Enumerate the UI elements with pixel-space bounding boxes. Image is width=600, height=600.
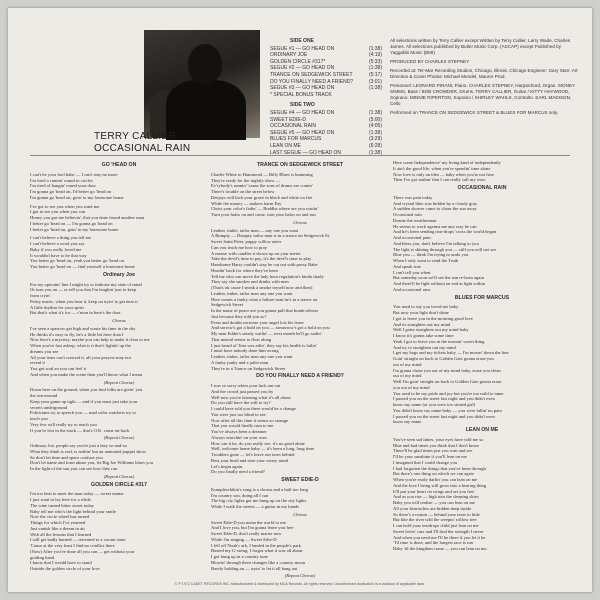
lyric-line: Well, welcome home baby — it's been a long, long time [211, 446, 315, 452]
track-duration: (5:17) [368, 71, 382, 78]
lyric-line: Ordinary Joe, people say you're just a lazy so-and-so [30, 443, 127, 448]
lyric-line: Here comes a funky what a failure man he's in a trance on [211, 296, 318, 302]
lyric-line: reveal it [30, 360, 45, 366]
lyric-line: Baby you will realize — you can lean on me [393, 500, 476, 505]
song-title: GOLDEN CIRCLE #317 [91, 481, 147, 488]
lyric-line: When you've fast asleep, what is it that's lightin' up the [30, 343, 131, 348]
lyric-line: And its straighten out my mind [393, 321, 451, 327]
lyric-line: Things for which I've yearned [30, 520, 86, 525]
lyric-line: You've seen sad times, your eyes have told me so [393, 436, 484, 442]
lyric-line: Then I've got nothin' that I can really call my own. [393, 177, 486, 183]
lyric-line: Leather, tinker, tailor man any one you want [211, 290, 293, 296]
lyric-line: Sweet Edie-D, don't really matter now [211, 531, 282, 536]
track-duration: (1:38) [368, 129, 382, 136]
track-duration: (6:28) [368, 142, 382, 149]
lyric-line: So don't let time and space confuse you [30, 454, 103, 460]
lyric-line: And the love I bring will grow into a hearing thing [393, 482, 487, 488]
lyric-line: They're ready for the nightly show — [211, 177, 281, 183]
lyric-line: I got to leave you in the morning good love [393, 315, 473, 321]
lyric-line: You used to say you loved me baby [393, 304, 459, 310]
lyric-line: I got to see you when you can [30, 209, 85, 215]
lyric-line: Now here's a mystery, maybe you can help to make it clear to me [30, 337, 150, 343]
track-duration: (5:00) [368, 116, 382, 123]
lyric-line: Yeah I got to leave you in the mornin' sweet thing [393, 338, 485, 344]
lyric-line: Well I gotta straighten out my mind baby [393, 327, 469, 333]
lyric-line: If you've lost in the stack — that's O.K. come on back [30, 427, 130, 433]
track-title: ORDINARY JOE [270, 52, 308, 59]
credit-paragraph: Performed on TRANCE ON SEDGEWICK STREET & BLUES FOR MARCUS only. [390, 110, 559, 115]
header-divider [30, 155, 570, 156]
track-duration: (4:19) [368, 52, 382, 59]
lyric-line: Leather, tinker, tailor man any one you want [211, 354, 293, 359]
lyric-line: dreams you see [30, 348, 59, 354]
lyric-line: While I'm singing — Sweet Edie-D [211, 536, 277, 542]
lyric-line: That you would finally turn to me. [211, 423, 275, 429]
track-duration: (1:38) [368, 149, 382, 156]
track-duration: (1:38) [368, 45, 382, 52]
lyric-line: And bless you, don't believe I'm talking to you [393, 240, 479, 246]
track-row [270, 52, 382, 59]
lyric-line: Here come Independence' my living kind of independently [393, 160, 501, 165]
lyric-line: But that's what it's for — c'mon in here's the door [30, 310, 121, 316]
track-row [270, 46, 382, 53]
lyric-line: Sweet lovin' care and I'll find the strength I never [393, 528, 484, 534]
track-title: LAST SEGUE — GO HEAD ON [270, 149, 342, 156]
lyric-line: Baby if you really loved me [30, 246, 82, 252]
lyric-line: I could have told you there would be a change [211, 406, 296, 411]
lyric-line: I'll be your sunshine if you'll lean on me [393, 454, 467, 459]
song-title: OCCASIONAL RAIN [457, 185, 507, 191]
lyric-line: You better go 'head on, yeah you better go 'head on [30, 258, 124, 264]
lyric-line: I'm gonna chase you out of my mind baby, erase you clean [393, 367, 501, 373]
lyric-line: Always searchin' on your own [211, 434, 267, 440]
lyric-line: There was pain today [393, 194, 433, 200]
lyric-line: teach you [30, 416, 48, 421]
lyric-line: (Now) After you've done all you can — get without your [30, 548, 135, 554]
lyric-line: And crystal blue was hidden by a cloudy gray [393, 200, 478, 206]
lyric-line: Down here on the ground, when you find folks are givin' you [30, 387, 143, 393]
lyric-line: I can't tell you when [393, 269, 431, 275]
credit-paragraph: Recorded at: Ter-Mar Recording Studios, Chicago, Illinois. Chicago Engineer: Gary Starr. Art Direction & Cover Photos: Michael Mendel, Maurer Prod. [390, 68, 578, 79]
lyric-line: And occasional pain. [393, 235, 432, 240]
lyric-note: Chorus [112, 318, 126, 323]
lyric-line: You used to be my pride and joy but you're too mild to tame [393, 390, 504, 396]
lyric-line: I know that I would have to stand [30, 560, 92, 566]
lyric-line: Do you finally need a friend? [211, 469, 265, 475]
lyric-line: Goin' straight on back to Golden Gate gonna erase you [393, 356, 494, 361]
lyric-line: That mental seems to float along [211, 336, 272, 342]
lyric-line: But someday soon we'll see the sun re-born again [393, 275, 484, 281]
track-row [270, 136, 382, 143]
lyric-line: secrets underground [30, 404, 68, 410]
lyric-line: But now your light don't shine [393, 310, 449, 315]
lyric-line: Troublers gone — let's leave our tears behind [211, 452, 295, 457]
lyric-line: Rest your head and ease your weary mind [211, 457, 288, 463]
lyric-line: know my name (or you were too stoned girl) [393, 402, 476, 407]
lyric-line: And as you rise — high into the sleeping skies [393, 494, 479, 500]
track-title: SEGUE #3 — GO HEAD ON [270, 85, 335, 92]
lyric-line: When you're ready darlin' you can lean on me [393, 477, 478, 482]
lyric-line: I must have nobody done him wrong [211, 348, 279, 354]
track-duration: (1:38) [368, 85, 382, 92]
lyric-line: I can't be your fool babe — I can't stay no more [30, 171, 118, 177]
lyric-line: Deanie the weatherman [393, 217, 437, 223]
lyric-line: A sudden shower came to chase the sun away [393, 206, 477, 212]
lyric-line: Well now you're learning what it's all about [211, 394, 291, 400]
lyric-line: Politicians try to speech you — mad color watchers try to [30, 410, 136, 416]
lyric-line: I've got to see you when you want me [30, 203, 100, 209]
lyric-line: Sweet Edie-D you mean the world to me [211, 519, 286, 525]
lyric-line: For my operatin' line I might try to indicate my state of mind [30, 281, 142, 287]
lyric-line: All your tears can't conceal it, all your prayers may not [30, 354, 131, 360]
lyric-line: You didn't know my name baby — you were fallin' no pain [393, 407, 502, 413]
track-duration: (4:05) [368, 123, 382, 130]
lyric-line: I better go 'head on, goin' to my lonesome home [30, 226, 119, 232]
lyric-line: Don't let name and form abuse you, let Big Joe Williams blues you [30, 460, 153, 466]
lyric-line: You got soul an you can feel it [30, 366, 87, 371]
track-row [270, 85, 382, 92]
tracklist [270, 38, 382, 156]
lyric-line: out of my mind [393, 373, 422, 379]
photo-head [188, 44, 222, 84]
lyric-line: Deejays will kick your grave in black and white on fire [211, 194, 313, 200]
track-row [270, 65, 382, 72]
lyric-line: Sedgewick Street [211, 302, 244, 308]
lyric-line: Baby 'til the kingdom come — you can lean on me. [393, 546, 488, 551]
lyrics-column-2 [211, 160, 389, 581]
artist-block [94, 131, 214, 155]
lyric-line: Just because they told you so? [211, 313, 267, 319]
lyric-line: I passed you on the street last night and you didn't even [393, 413, 495, 419]
track-title: OCCASIONAL RAIN [270, 123, 316, 130]
track-duration: (1:38) [368, 109, 382, 116]
lyric-line: Tell me who can move the lady hour regulation's kinda shady [211, 273, 324, 279]
lyric-line: I'm tired of hangin' round your door [30, 183, 96, 189]
track-duration: (3:01) [368, 78, 382, 85]
lyric-line: Turn your halos on and come, turn your halos on and run [211, 212, 316, 217]
lyric-line: Now love is only an idea — baby when you're not here [393, 171, 495, 177]
lyric-line: A funky junky and a jailer man [211, 359, 269, 365]
lyric-line: 'Til time is done, and the longest race is run [393, 540, 474, 546]
lyric-line: I just heard of Tom was ailin', they say his health is failin' [211, 342, 317, 348]
lyric-line: And there'll be light without an end at light within [393, 281, 486, 286]
lyric-line: While I walk the streets — a guitar in my hands [211, 504, 300, 509]
lyric-line: Keep your game up tight — and if you must just take your [30, 398, 138, 404]
lyric-line: I was so sorry when your luck ran out [211, 383, 281, 388]
track-row [270, 79, 382, 86]
lyric-line: In the name of peace are you gonna pull that bomb release [211, 308, 319, 313]
lyric-line: I'm tired o runnin' round in circles [30, 177, 93, 183]
lyric-line: He thinks it's easy to fly, he's a little bit freer than I [30, 331, 124, 337]
lyric-line: Pretty music, when you hear it, keep on tryin' to get near it [30, 298, 138, 304]
lyric-line: Just vanish like a dream in air [30, 525, 85, 531]
lyric-line: But like the river told the weepin' willow tree [393, 517, 477, 523]
track-title: SEGUE #4 — GO HEAD ON [270, 109, 335, 116]
lyric-line: And when you make the scene then you'll know what I mean [30, 371, 142, 377]
track-row [270, 117, 382, 124]
lyric-line: You better go 'head on — find yourself a lonesome home [30, 264, 135, 269]
lyric-line: Well I'm goin' straight on back to Golden Gate gonna erase [393, 379, 502, 384]
lyric-line: And speak true [393, 263, 421, 269]
credit-paragraph: PRODUCED BY CHARLES STEPNEY [390, 59, 470, 64]
lyric-note: (Repeat Chorus) [103, 379, 135, 385]
album-title: OCCASIONAL RAIN [94, 143, 191, 154]
track-duration: (5:33) [368, 58, 382, 65]
lyric-line: Now after all this time it seems so strange [211, 417, 289, 423]
song-title: SWEET EDIE-D [281, 477, 319, 483]
lyric-line: out of my mind [393, 361, 422, 367]
lyric-note: Chorus [293, 219, 307, 225]
lyric-line: And I love you, but I'm gonna leave you free [211, 525, 294, 531]
lyric-line: A Rumpty — Dumpty sailor man is in a trance on Sedgewick St. [211, 233, 331, 239]
lyric-line: guiding hand [30, 554, 55, 560]
lyric-line: know my name [393, 419, 422, 425]
lyric-line: Let's begin again. [211, 463, 244, 469]
song-title: DO YOU FINALLY NEED A FRIEND? [256, 373, 344, 380]
song-title: GO 'HEAD ON [101, 162, 137, 168]
lyric-line: I'm country son, doing all I can [211, 492, 269, 498]
artist-name: TERRY CALLIER [94, 131, 176, 142]
lyric-note: (Repeat Chorus) [103, 473, 135, 479]
lyric-line: But there's one thing on which we can agree [393, 471, 475, 477]
lyric-line: I still get badly burned — retreated to a vacant stare [30, 537, 126, 543]
lyric-line: Now the circle wheel has turned [30, 514, 90, 520]
lyric-line: Do you still have the will to try? [211, 400, 271, 406]
lyric-line: And try to straighten out my mind [393, 344, 456, 350]
lyric-line: Or turn you on — or tell you that I'm laughin' just to keep [30, 287, 137, 293]
lyric-line: I better go 'head on — I'm gonna go 'head on [30, 220, 113, 226]
lyric-line: I'm too beat to meet the man today — sweet mama [30, 491, 124, 497]
song-title: Ordinary Joe [102, 271, 135, 278]
lyric-line: (That's ok cause I sneak a smoke myself now and then) [211, 285, 313, 290]
lyric-line: There's trouble on the street below [211, 189, 275, 194]
album-back-cover [8, 8, 592, 592]
lyric-line: Blowin' through three changes like a country moon [211, 559, 306, 565]
lyric-line: It ain't the good life, when you're spendin' time alone [393, 165, 491, 171]
track-title: * SPECIAL BONUS TRACK [270, 91, 332, 98]
lyric-line: I can hold your teardrops child just lean on me [393, 523, 479, 528]
lyrics-column-3 [393, 160, 571, 552]
track-title: DO YOU FINALLY NEED A FRIEND? [270, 78, 354, 85]
lyric-line: The big city lights got me hung up on the city lights [211, 498, 307, 504]
credit-paragraph: All selections written by Terry Callier except Written by Terry Callier, Larry Wade, Charles James. All selections published by Butler Music Corp. (ASCAP) except Published by Yaggabbi Music (BMI) [390, 38, 571, 55]
lyric-line: The wine turned bitter sweet today [30, 502, 94, 508]
track-title: TRANCE ON SEDGEWICK STREET [270, 71, 353, 78]
lyrics-column-1 [30, 160, 208, 572]
lyric-note: (Repeat Chorus) [103, 435, 135, 441]
lyric-line: While the money — makers harm Pay [211, 200, 282, 206]
lyric-line: Christ your color's fadin' — Buddha where are you waitin' [211, 206, 319, 212]
lyric-line: He seems to work against me any way he can [393, 223, 477, 229]
lyric-line: You were just too blind to see [211, 411, 266, 417]
lyric-line: And when you need me I'll be there if you let it be [393, 534, 486, 540]
lyric-line: Blue you — think I'm trying to undo you [393, 252, 469, 258]
lyric-line: With all the lessons that I learned [30, 531, 92, 537]
track-row [270, 123, 382, 130]
lyric-line: My man Eddie's steady wailin' — next month he'll go sailin' [211, 331, 322, 336]
lyric-line: I just want to lay here for a while [30, 497, 91, 502]
lyric-line: And sorrow's got a hold on you — tomorrow's got a hold on you [211, 325, 330, 331]
lyric-line: I'm gonna go 'head on, I'd better go 'head on [30, 189, 112, 194]
lyric-line: They're in a Trance on Sedgewick Street [211, 365, 286, 371]
lyric-line: the run-around [30, 393, 58, 398]
track-title: BLUES FOR MARCUS [270, 136, 322, 143]
lyric-line: I can't believe a thing you tell me [30, 235, 92, 241]
lyric-line: I've seen a sparrow get high and waste his time in the sky [30, 325, 136, 331]
track-title: SEGUE #2 — GO HEAD ON [270, 65, 335, 72]
lyric-note: Chorus [293, 511, 307, 517]
credit-paragraph: Personnel: LEONARD PIRANI, Piano. CHARLES STEPNEY, Harpsichord, Organ. SIDNEY SIMMS, Bass / BOB CROWDER, Drums. TERRY CALLIER, Guitar / KITTY HAYWOOD, Soprano. MINNIE RIPERTON, Soprano / SHIRLEY WAHLS, Contralto. EARL MADISON, Cello [390, 83, 575, 106]
lyric-line: Can you teach me how to pray [211, 244, 268, 250]
track-row [270, 59, 382, 66]
lyric-line: I'm gonna go 'head on, goin' to my lonesome home [30, 194, 124, 200]
lyric-line: I got hung up in a country tune [211, 554, 268, 559]
track-row [270, 92, 382, 99]
lyric-line: Blue and bad times you think that I don't know [393, 442, 480, 448]
copyright-footer: © P 1972 CADET RECORDS INC. Manufactured & distributed by MCA Records. All rights reserved. Unauthorized duplication is a violation of applicable laws. [174, 582, 426, 586]
lyric-line: I know it's gonna take some time [393, 333, 454, 338]
lyric-line: I imagined that I could change you [393, 459, 458, 465]
cover-photo [144, 30, 260, 138]
lyric-line: How can it be, do you really see, it's no good alone [211, 440, 305, 446]
lyric-line: Outside the golden circle of your love [30, 566, 100, 571]
lyric-line: Take the devil's time to pay, it's the devil's time to play [211, 256, 312, 262]
lyric-line: from cryin' [30, 293, 51, 298]
lyric-line: A little rhythm for your spirit [30, 304, 84, 310]
lyric-line: In the light of the sun you can see how they run [30, 466, 118, 471]
song-title: BLUES FOR MARCUS [454, 294, 510, 301]
lyric-line: It wouldn't have to be that way [30, 252, 87, 258]
side-label: SIDE TWO [290, 102, 315, 109]
lyric-line: you out of my mind [393, 384, 430, 390]
lyric-line: Barely holding on — tryin' to let it all hang out [211, 565, 298, 571]
lyric-line: Fears and doubts increase your angel lost his lease [211, 319, 304, 325]
lyric-line: Occasional rain [393, 212, 422, 217]
lyric-line: Kumpleschikin's song is a chorus and a half too long [211, 486, 308, 492]
lyric-line: A mouse with candles it shows up on your meter [211, 250, 301, 256]
track-title: GOLDEN CIRCLE #317* [270, 58, 326, 65]
lyric-line: What they think is real, is nothin' but an animated puppet show [30, 448, 146, 454]
track-title: SWEET EDIE-D [270, 116, 307, 123]
lyric-line: Charlie White to Hammond — Billy Blues is humming [211, 171, 313, 177]
side-label: SIDE ONE [290, 38, 314, 44]
lyric-line: I had forgotten the things that you've been through [393, 465, 486, 471]
track-row [270, 143, 382, 150]
lyric-line: The light is shining through you — still you will not see [393, 246, 497, 252]
lyric-line: Sweet Saint Peter, puppy willow anter [211, 239, 282, 244]
lyric-line: Busted my G-string, I forgot what it was all about [211, 548, 303, 554]
lyric-line: And occasional rain. [393, 286, 431, 292]
lyric-line: So there's a reason — behind your tears to hide [393, 511, 480, 517]
lyric-line: I can't believe a word you say [30, 241, 85, 246]
lyric-line: There'll be glad times just you wait and see [393, 448, 473, 454]
song-title: LEAN ON ME [465, 427, 499, 433]
lyric-line: Headin' back for where they've been [211, 267, 278, 273]
lyric-note: (Repeat Chorus) [284, 573, 316, 579]
lyric-line: Leather, tinkle, tailor man — any one you want [211, 227, 299, 233]
lyric-line: Ev'rybody's runnin' 'cause the sons of drums are comin' [211, 183, 313, 189]
track-row [270, 72, 382, 79]
lyric-line: Baby tell me who's the light behind your smile [30, 508, 116, 514]
lyric-line: I fell off Noah's ark, I landed in the people's park [211, 542, 301, 548]
lyric-line: Honey you got me believin', that you done found another man [30, 215, 144, 220]
track-row [270, 110, 382, 117]
lyric-line: I get my bags and my tickets baby — I'm movin' down the line [393, 350, 509, 356]
lyric-line: Handsome Harry couldn't stay he cut out with pussy Babe [211, 262, 318, 267]
track-duration: (3:29) [368, 136, 382, 143]
track-row [270, 130, 382, 137]
lyric-line: When I only want to send the Truth [393, 258, 459, 263]
lyric-line: Very few will really try to reach you [30, 421, 97, 427]
lyric-line: 'Cause at the very least I find no conflict there [30, 543, 115, 548]
track-title: SEGUE #5 — GO HEAD ON [270, 129, 335, 136]
lyric-line: You've always been a dreamer [211, 429, 267, 434]
lyric-line: And the crowd just passed you by [211, 388, 274, 394]
lyric-line: And he's been sending tear-drops 'cross the world began [393, 229, 497, 235]
track-duration: (1:38) [368, 65, 382, 72]
track-title: SEGUE #1 — GO HEAD ON [270, 45, 335, 52]
lyric-line: It'll put your heart on wings and set you free [393, 488, 475, 494]
lyric-line: They say she smokes and drinks with men [211, 279, 289, 285]
track-title: LEAN ON ME [270, 142, 301, 149]
credits [390, 38, 580, 119]
song-title: TRANCE ON SEDGEWICK STREET [256, 162, 344, 168]
lyric-line: All your heartaches are hidden deep inside [393, 505, 472, 511]
lyric-line: I passed you on the street last night and you didn't even [393, 396, 495, 402]
